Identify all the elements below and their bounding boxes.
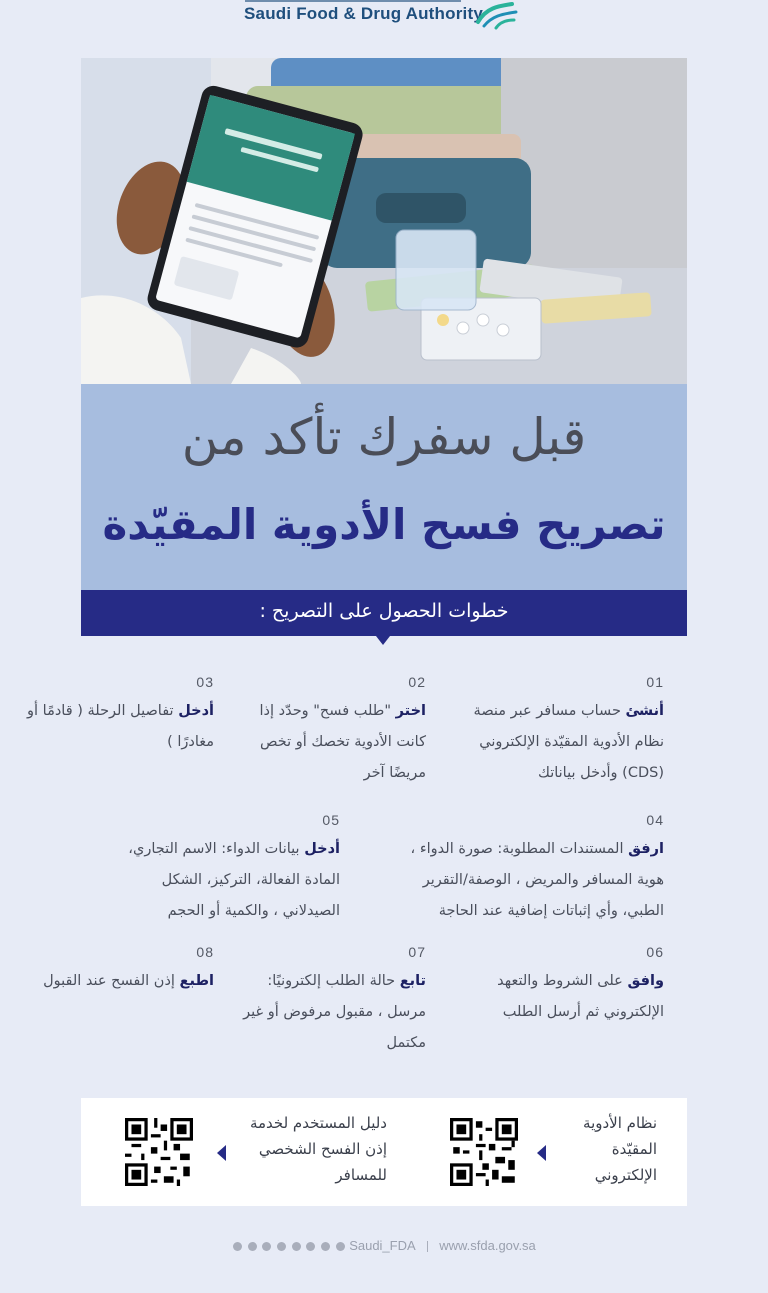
step-number: 01	[646, 674, 664, 690]
snapchat-icon[interactable]	[248, 1242, 257, 1251]
step-description: حالة الطلب إلكترونيًا: مرسل ، مقبول مرفوض أو غير مكتمل	[243, 973, 426, 1051]
qr-band	[81, 1098, 687, 1206]
arrow-left-icon	[537, 1145, 546, 1161]
step-description: إذن الفسح عند القبول	[43, 973, 180, 989]
step-description: على الشروط والتعهد الإلكتروني ثم أرسل الطلب	[497, 973, 664, 1020]
hero-image	[81, 58, 687, 384]
facebook-icon[interactable]	[306, 1242, 315, 1251]
website-link[interactable]: www.sfda.gov.sa	[439, 1238, 536, 1253]
step-number: 03	[196, 674, 214, 690]
steps-heading: خطوات الحصول على التصريح :	[259, 600, 509, 622]
step-number: 06	[646, 944, 664, 960]
brand-underline	[245, 0, 461, 2]
instagram-icon[interactable]	[262, 1242, 271, 1251]
step-number: 07	[408, 944, 426, 960]
brand-name: Saudi Food & Drug Authority	[244, 4, 483, 23]
step-06	[464, 944, 664, 1028]
youtube-icon[interactable]	[292, 1242, 301, 1251]
step-02	[226, 674, 426, 789]
header	[0, 0, 768, 40]
step-action: أدخل	[178, 703, 214, 719]
step-description: حساب مسافر عبر منصة نظام الأدوية المقيّدة الإلكتروني (CDS) وأدخل بياناتك	[473, 703, 664, 781]
footer	[0, 1238, 768, 1260]
footer-divider	[427, 1241, 428, 1252]
qr-label-cds: نظام الأدوية المقيّدة الإلكتروني	[583, 1114, 657, 1184]
page-subtitle: تصريح فسح الأدوية المقيّدة	[102, 500, 666, 549]
tiktok-icon[interactable]	[336, 1242, 345, 1251]
sfda-logo-icon	[472, 0, 520, 30]
step-action: اطبع	[179, 973, 214, 989]
step-action: أدخل	[304, 841, 340, 857]
step-05	[102, 812, 340, 927]
step-07	[226, 944, 426, 1059]
heading-notch	[376, 636, 390, 645]
step-08	[14, 944, 214, 997]
qr-label-user-guide: دليل المستخدم لخدمة إذن الفسح الشخصي للمسافر	[249, 1114, 387, 1184]
step-number: 05	[322, 812, 340, 828]
social-handle: Saudi_FDA	[349, 1238, 415, 1253]
step-number: 08	[196, 944, 214, 960]
x-icon[interactable]	[233, 1242, 242, 1251]
step-action: أنشئ	[625, 703, 664, 719]
step-action: اختر	[395, 703, 426, 719]
step-description: "طلب فسح" وحدّد إذا كانت الأدوية تخصك أو تخص مريضًا آخر	[259, 703, 426, 781]
qr-code-cds[interactable]	[450, 1118, 518, 1186]
page-title: قبل سفرك تأكد من	[181, 408, 587, 466]
email-icon[interactable]	[277, 1242, 286, 1251]
linkedin-icon[interactable]	[321, 1242, 330, 1251]
step-description: بيانات الدواء: الاسم التجاري، المادة الفعالة، التركيز، الشكل الصيدلاني ، والكمية أو الحجم	[128, 841, 340, 919]
step-description: تفاصيل الرحلة ( قادمًا أو مغادرًا )	[27, 703, 214, 750]
step-04	[386, 812, 664, 927]
qr-code-user-guide[interactable]	[125, 1118, 193, 1186]
arrow-left-icon	[217, 1145, 226, 1161]
step-01	[464, 674, 664, 789]
step-action: تابع	[399, 973, 426, 989]
step-number: 02	[408, 674, 426, 690]
step-action: وافق	[627, 973, 664, 989]
step-description: المستندات المطلوبة: صورة الدواء ، هوية المسافر والمريض ، الوصفة/التقرير الطبي، وأي إثباتات إضافية عند الحاجة	[410, 841, 664, 919]
title-box	[81, 384, 687, 590]
step-action: ارفق	[628, 841, 664, 857]
step-number: 04	[646, 812, 664, 828]
step-03	[14, 674, 214, 758]
steps-heading-bar	[81, 590, 687, 636]
